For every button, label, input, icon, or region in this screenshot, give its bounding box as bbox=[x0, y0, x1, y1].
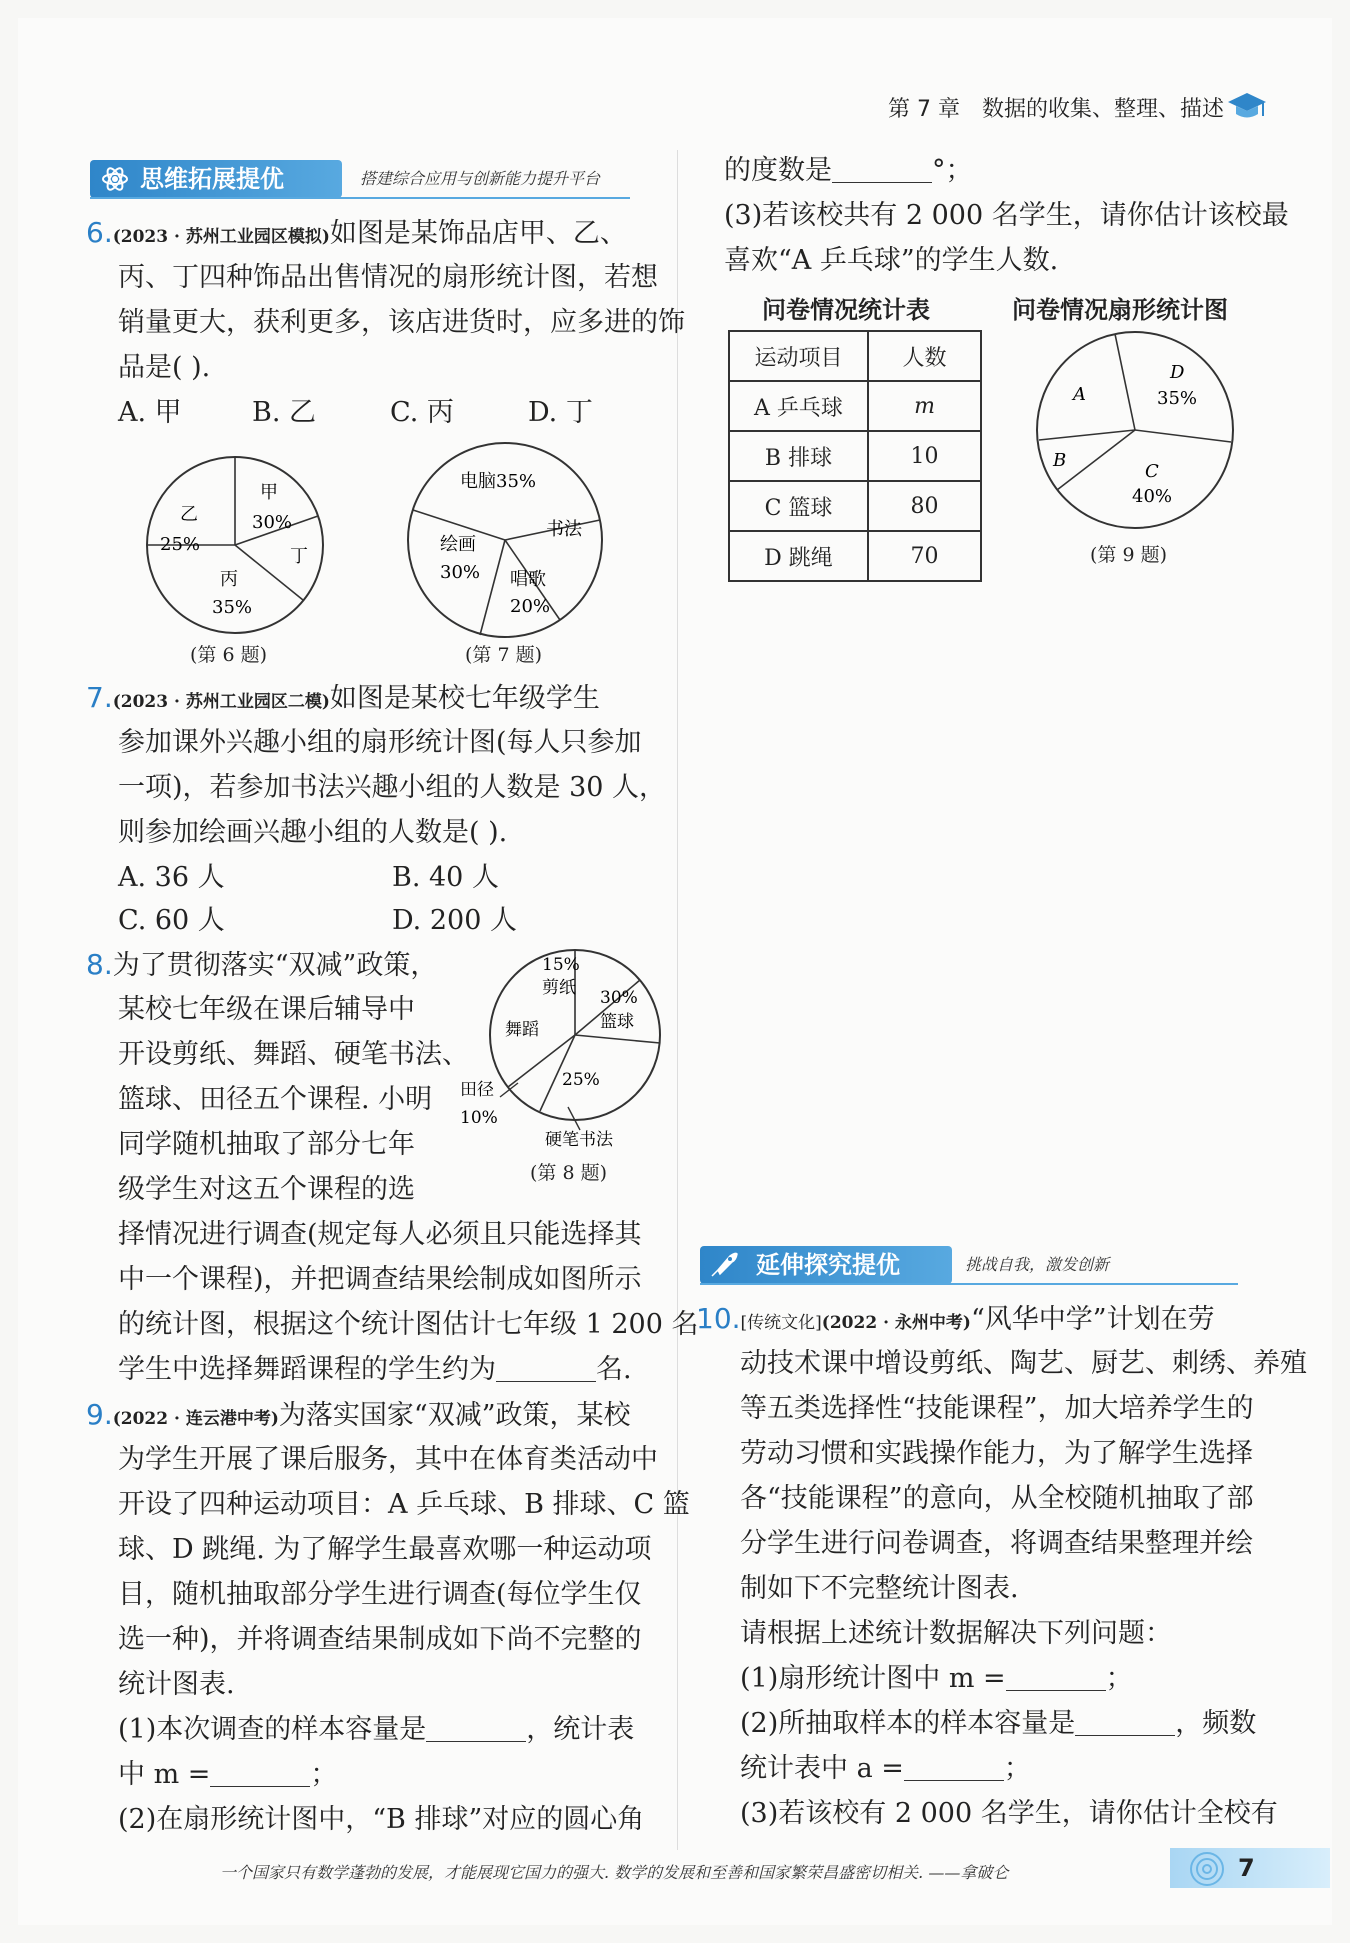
q10-m-blank[interactable] bbox=[1006, 1660, 1106, 1691]
q7-line-1: 如图是某校七年级学生 bbox=[329, 683, 600, 714]
banner-extension-line bbox=[700, 1283, 1238, 1285]
q10-line-1: “风华中学”计划在劳 bbox=[970, 1304, 1215, 1335]
q9-row1-count: m bbox=[868, 381, 981, 431]
q9-source: (2022 · 连云港中考) bbox=[112, 1409, 279, 1429]
q9-row2-item: B 排球 bbox=[729, 431, 868, 481]
q10-sub1-text: (1)扇形统计图中 m = bbox=[740, 1663, 1006, 1694]
q8-line-9: 的统计图，根据这个统计图估计七年级 1 200 名 bbox=[118, 1309, 699, 1340]
banner-thinking-title: 思维拓展提优 bbox=[140, 165, 284, 193]
q7-option-c: C. 60 人 bbox=[118, 905, 225, 936]
q9-row4-count: 70 bbox=[868, 531, 981, 581]
q10-sample-size-blank[interactable] bbox=[1075, 1705, 1175, 1736]
q9-table-title: 问卷情况统计表 bbox=[762, 296, 930, 324]
q7-line-2: 参加课外兴趣小组的扇形统计图(每人只参加 bbox=[118, 727, 642, 758]
q10-sub2 bbox=[740, 1701, 1256, 1746]
q6-label-bing: 丙 bbox=[220, 569, 238, 590]
q6-source: (2023 · 苏州工业园区模拟) bbox=[112, 227, 330, 247]
q9-angle-blank[interactable] bbox=[832, 152, 932, 183]
table-row bbox=[729, 381, 981, 431]
q9-row3-item: C 篮球 bbox=[729, 481, 868, 531]
question-6 bbox=[86, 210, 666, 260]
q8-label-track-pct: 10% bbox=[460, 1108, 498, 1128]
q10-line-6: 分学生进行问卷调查，将调查结果整理并绘 bbox=[740, 1528, 1253, 1559]
q7-label-painting: 绘画 bbox=[440, 534, 476, 555]
table-row bbox=[729, 531, 981, 581]
q10-sub1 bbox=[740, 1656, 1133, 1701]
q8-line-1: 为了贯彻落实“双减”政策， bbox=[112, 950, 438, 981]
q8-pie-chart bbox=[450, 945, 675, 1155]
q10-line-2: 动技术课中增设剪纸、陶艺、厨艺、刺绣、养殖 bbox=[740, 1348, 1307, 1379]
q9-number: 9. bbox=[86, 1398, 113, 1431]
banner-thinking-line bbox=[90, 197, 630, 199]
q7-label-calligraphy: 书法 bbox=[546, 519, 582, 540]
q9-sub1-m: 中 m = bbox=[118, 1759, 211, 1790]
chapter-label: 第 7 章 bbox=[888, 97, 960, 122]
q7-label-singing: 唱歌 bbox=[510, 569, 546, 590]
q9-sub2: (2)在扇形统计图中，“B 排球”对应的圆心角 bbox=[118, 1804, 645, 1835]
q8-line-3: 开设剪纸、舞蹈、硬笔书法、 bbox=[118, 1039, 469, 1070]
graduation-cap-icon bbox=[1226, 90, 1268, 128]
banner-thinking-subtitle: 搭建综合应用与创新能力提升平台 bbox=[360, 169, 601, 188]
q10-sub2-text-b: ，频数 bbox=[1175, 1708, 1257, 1739]
q8-line-10-end: 名. bbox=[596, 1354, 632, 1385]
chapter-title: 数据的收集、整理、描述 bbox=[982, 97, 1225, 122]
q9-line-6: 选一种)，并将调查结果制成如下尚不完整的 bbox=[118, 1624, 642, 1655]
q10-number: 10. bbox=[696, 1302, 741, 1335]
q10-source: (2022 · 永州中考) bbox=[821, 1313, 971, 1333]
q8-caption: (第 8 题) bbox=[530, 1162, 607, 1184]
q8-label-dance: 舞蹈 bbox=[505, 1020, 539, 1040]
q9-label-d-pct: 35% bbox=[1157, 388, 1198, 409]
q8-label-basketball-pct: 30% bbox=[600, 988, 638, 1008]
q10-tag: [传统文化] bbox=[740, 1313, 822, 1333]
q8-label-papercut: 剪纸 bbox=[542, 978, 576, 998]
q10-sub3: (3)若该校有 2 000 名学生，请你估计全校有 bbox=[740, 1798, 1278, 1829]
q9-sub2-cont bbox=[724, 148, 973, 193]
q7-option-a: A. 36 人 bbox=[118, 862, 225, 893]
q6-option-b: B. 乙 bbox=[252, 397, 317, 428]
q8-line-7: 择情况进行调查(规定每人必须且只能选择其 bbox=[118, 1219, 642, 1250]
q9-label-c-pct: 40% bbox=[1132, 486, 1173, 507]
q10-line-3: 等五类选择性“技能课程”，加大培养学生的 bbox=[740, 1393, 1254, 1424]
q9-line-4: 球、D 跳绳. 为了解学生最喜欢哪一种运动项 bbox=[118, 1534, 652, 1565]
q8-label-track: 田径 bbox=[460, 1080, 494, 1100]
q9-sub1 bbox=[118, 1707, 634, 1752]
q9-label-d: D bbox=[1170, 362, 1185, 383]
footer-quote: 一个国家只有数学蓬勃的发展，才能展现它国力的强大. 数学的发展和至善和国家繁荣昌盛密切相关. ——拿破仑 bbox=[220, 1863, 1009, 1882]
q8-answer-blank[interactable] bbox=[496, 1351, 596, 1382]
q9-sub1-text-b: ，统计表 bbox=[526, 1714, 635, 1745]
question-9 bbox=[86, 1392, 666, 1442]
banner-extension-title: 延伸探究提优 bbox=[756, 1251, 900, 1279]
q9-sub1-line2 bbox=[118, 1752, 337, 1797]
rocket-icon bbox=[708, 1250, 740, 1284]
q10-sub1-end: ； bbox=[1105, 1663, 1133, 1694]
q9-m-blank[interactable] bbox=[210, 1756, 310, 1787]
q8-label-papercut-pct: 15% bbox=[542, 955, 580, 975]
q6-label-ding: 丁 bbox=[290, 546, 308, 567]
q8-line-6: 级学生对这五个课程的选 bbox=[118, 1174, 415, 1205]
q6-label-yi: 乙 bbox=[180, 504, 198, 525]
q7-pie-chart bbox=[400, 435, 610, 645]
q6-option-a: A. 甲 bbox=[118, 397, 182, 428]
q9-line-2: 为学生开展了课后服务，其中在体育类活动中 bbox=[118, 1444, 658, 1475]
q9-line-5: 目，随机抽取部分学生进行调查(每位学生仅 bbox=[118, 1579, 642, 1610]
q9-row3-count: 80 bbox=[868, 481, 981, 531]
q6-line-1: 如图是某饰品店甲、乙、 bbox=[329, 218, 627, 249]
question-10 bbox=[696, 1296, 1316, 1346]
q10-line-7: 制如下不完整统计图表. bbox=[740, 1573, 1019, 1604]
q6-number: 6. bbox=[86, 216, 113, 249]
q9-table-header-count: 人数 bbox=[868, 331, 981, 381]
q7-label-computer: 电脑35% bbox=[460, 471, 537, 492]
q9-sub2-degree-text: 的度数是 bbox=[724, 155, 832, 186]
q9-label-c: C bbox=[1145, 461, 1159, 482]
q7-option-d: D. 200 人 bbox=[392, 905, 517, 936]
atom-icon bbox=[100, 164, 130, 198]
q9-sample-size-blank[interactable] bbox=[426, 1711, 526, 1742]
q9-sub3-line2: 喜欢“A 乒乓球”的学生人数. bbox=[724, 245, 1059, 276]
q9-sub1-end: ； bbox=[310, 1759, 338, 1790]
q6-label-yi-pct: 25% bbox=[160, 534, 201, 555]
q6-caption: (第 6 题) bbox=[190, 644, 267, 666]
q7-label-singing-pct: 20% bbox=[510, 596, 551, 617]
q9-table-header-row bbox=[729, 331, 981, 381]
q9-sub3-line1: (3)若该校共有 2 000 名学生，请你估计该校最 bbox=[724, 200, 1289, 231]
question-8 bbox=[86, 942, 437, 988]
q6-line-3: 销量更大，获利更多，该店进货时，应多进的饰 bbox=[118, 307, 685, 338]
q8-label-calligraphy: 硬笔书法 bbox=[545, 1130, 613, 1150]
q6-pie-chart bbox=[140, 450, 340, 650]
q7-line-4: 则参加绘画兴趣小组的人数是( ). bbox=[118, 817, 508, 848]
q10-line-5: 各“技能课程”的意向，从全校随机抽取了部 bbox=[740, 1483, 1254, 1514]
q9-sub2-degree-end: °； bbox=[932, 155, 973, 186]
q6-line-2: 丙、丁四种饰品出售情况的扇形统计图，若想 bbox=[118, 262, 658, 293]
q9-table-header-item: 运动项目 bbox=[729, 331, 868, 381]
column-divider bbox=[677, 150, 678, 1850]
q7-option-b: B. 40 人 bbox=[392, 862, 499, 893]
q9-row2-count: 10 bbox=[868, 431, 981, 481]
q8-label-calligraphy-pct: 25% bbox=[562, 1070, 600, 1090]
q9-sub1-text: (1)本次调查的样本容量是 bbox=[118, 1714, 427, 1745]
q10-line-8: 请根据上述统计数据解决下列问题： bbox=[740, 1618, 1172, 1649]
q9-chart-title: 问卷情况扇形统计图 bbox=[1012, 296, 1228, 324]
q8-line-2: 某校七年级在课后辅导中 bbox=[118, 994, 415, 1025]
q8-line-8: 中一个课程)，并把调查结果绘制成如图所示 bbox=[118, 1264, 642, 1295]
q10-line-4: 劳动习惯和实践操作能力，为了解学生选择 bbox=[740, 1438, 1253, 1469]
q8-line-4: 篮球、田径五个课程. 小明 bbox=[118, 1084, 433, 1115]
q8-line-5: 同学随机抽取了部分七年 bbox=[118, 1129, 415, 1160]
spiral-icon bbox=[1188, 1850, 1226, 1892]
q9-line-3: 开设了四种运动项目：A 乒乓球、B 排球、C 篮 bbox=[118, 1489, 690, 1520]
q8-arrow-calligraphy bbox=[568, 1107, 580, 1130]
q9-line-1: 为落实国家“双减”政策，某校 bbox=[278, 1400, 631, 1431]
q9-label-b: B bbox=[1053, 450, 1067, 471]
q9-stat-table bbox=[728, 330, 982, 582]
q8-number: 8. bbox=[86, 948, 113, 981]
q6-option-d: D. 丁 bbox=[528, 397, 593, 428]
q8-line-10-text: 学生中选择舞蹈课程的学生约为 bbox=[118, 1354, 496, 1385]
q6-label-jia-pct: 30% bbox=[252, 512, 293, 533]
q9-caption: (第 9 题) bbox=[1090, 544, 1167, 566]
q10-sub2-text: (2)所抽取样本的样本容量是 bbox=[740, 1708, 1076, 1739]
q6-label-jia: 甲 bbox=[260, 482, 278, 503]
q6-option-c: C. 丙 bbox=[390, 397, 454, 428]
page-number: 7 bbox=[1238, 1854, 1255, 1882]
q9-pie-chart bbox=[1035, 330, 1240, 530]
q7-caption: (第 7 题) bbox=[465, 644, 542, 666]
q6-label-bing-pct: 35% bbox=[212, 597, 253, 618]
q7-label-painting-pct: 30% bbox=[440, 562, 481, 583]
q7-source: (2023 · 苏州工业园区二模) bbox=[112, 692, 330, 712]
question-7 bbox=[86, 675, 666, 725]
q7-number: 7. bbox=[86, 681, 113, 714]
q10-sub2-a: 统计表中 a = bbox=[740, 1753, 904, 1784]
table-row bbox=[729, 481, 981, 531]
q9-line-7: 统计图表. bbox=[118, 1669, 235, 1700]
q10-sub2-end: ； bbox=[1003, 1753, 1031, 1784]
q10-sub2-line2 bbox=[740, 1746, 1031, 1791]
q8-label-basketball: 篮球 bbox=[600, 1012, 634, 1032]
table-row bbox=[729, 431, 981, 481]
q7-line-3: 一项)，若参加书法兴趣小组的人数是 30 人， bbox=[118, 772, 667, 803]
q9-row1-item: A 乒乓球 bbox=[729, 381, 868, 431]
q10-a-blank[interactable] bbox=[904, 1750, 1004, 1781]
banner-extension-subtitle: 挑战自我，激发创新 bbox=[965, 1255, 1110, 1274]
q9-row4-item: D 跳绳 bbox=[729, 531, 868, 581]
q8-line-10 bbox=[118, 1347, 632, 1392]
q9-label-a: A bbox=[1073, 384, 1086, 405]
q6-line-4: 品是( ). bbox=[118, 352, 211, 383]
